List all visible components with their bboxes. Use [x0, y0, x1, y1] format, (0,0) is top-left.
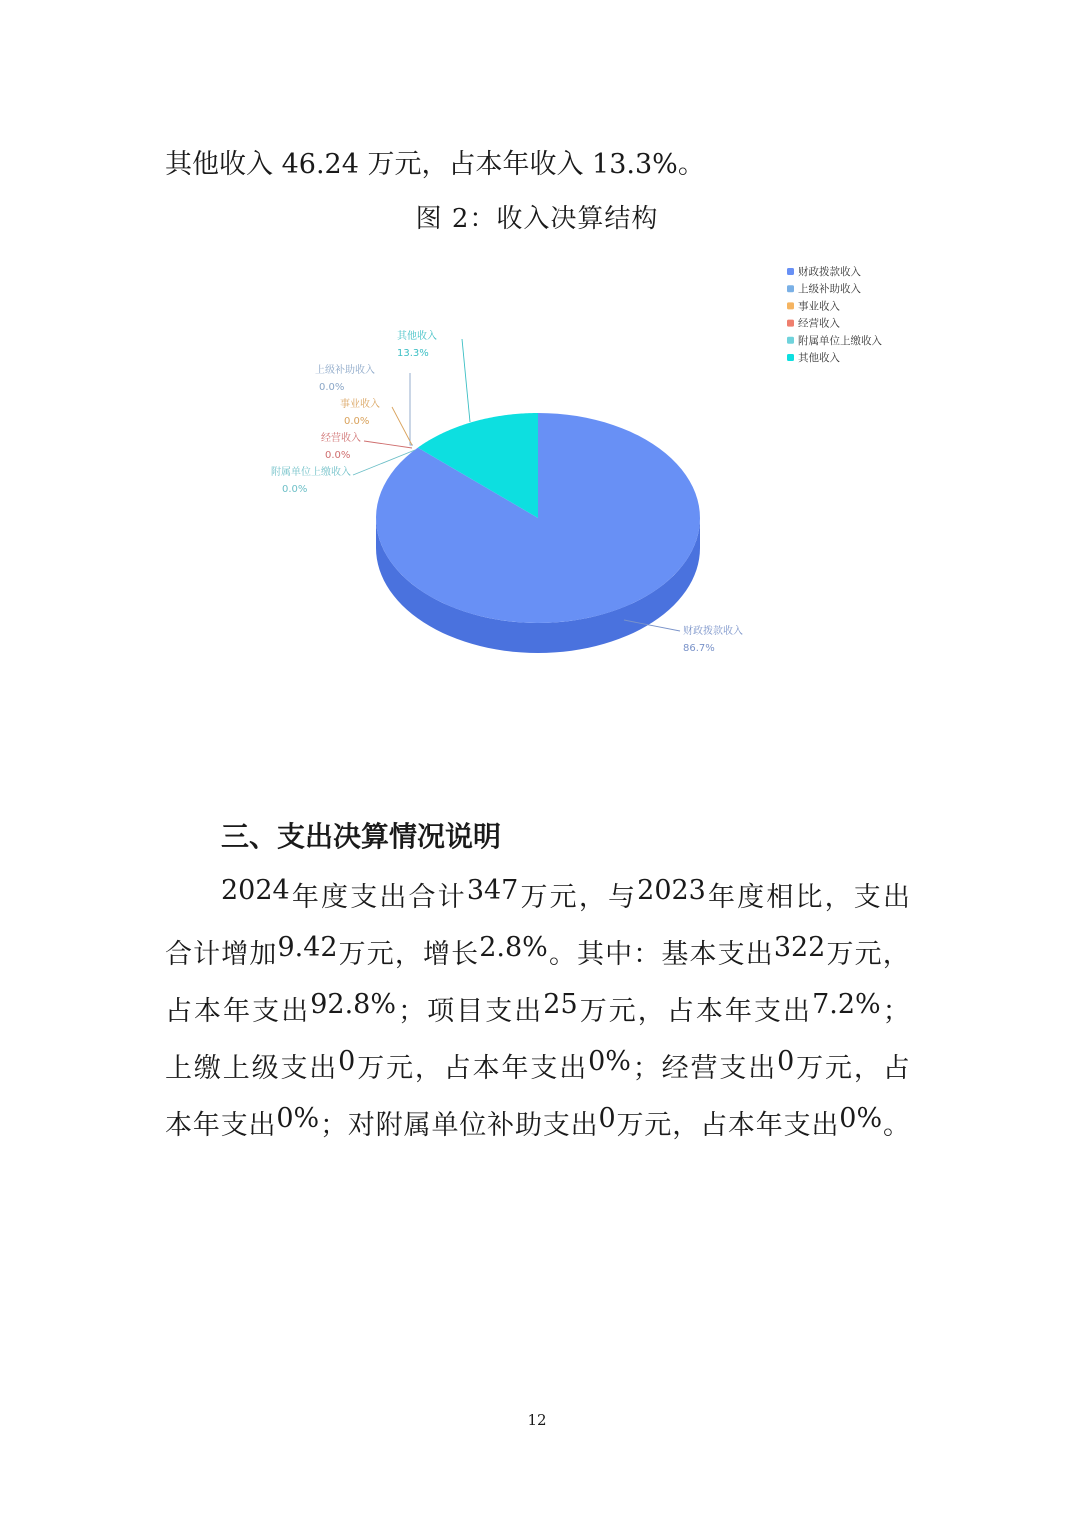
leader-line-1	[410, 373, 413, 445]
income-pie-chart	[240, 255, 900, 685]
paragraph-line: 合 计 增 加 9.42 万 元 ， 增 长 2.8% 。 其 中 ： 基 本 支 出 322 万 元 ，	[165, 932, 910, 970]
legend-label: 财政拨款收入	[798, 266, 861, 278]
leader-line-5	[462, 339, 470, 422]
paragraph-line: 2024 年 度 支 出 合 计 347 万 元 ， 与 2023 年 度 相 比 ， 支 出	[221, 875, 910, 913]
slice-label-name: 经营收入	[321, 433, 361, 444]
legend-swatch	[787, 285, 794, 292]
legend-swatch	[787, 302, 794, 309]
section-heading: 三、支出决算情况说明	[221, 820, 502, 853]
slice-label-value: 0.0%	[282, 484, 308, 495]
legend-swatch	[787, 268, 794, 275]
slice-label-name: 其他收入	[397, 331, 437, 342]
slice-label-value: 0.0%	[344, 416, 370, 427]
legend-label: 附属单位上缴收入	[798, 334, 882, 347]
paragraph-line: 占 本 年 支 出 92.8% ； 项 目 支 出 25 万 元 ， 占 本 年 支 出 7.2% ；	[165, 989, 910, 1027]
slice-label-value: 86.7%	[683, 643, 715, 654]
legend-label: 经营收入	[798, 317, 840, 330]
leader-line-3	[364, 441, 412, 448]
slice-label-name: 附属单位上缴收入	[271, 467, 351, 478]
legend-label: 上级补助收入	[798, 283, 861, 296]
paragraph-line: 上 缴 上 级 支 出 0 万 元 ， 占 本 年 支 出 0% ； 经 营 支 出 0 万 元 ， 占	[165, 1046, 910, 1084]
leader-line-2	[392, 407, 412, 445]
legend-swatch	[787, 354, 794, 361]
legend-swatch	[787, 320, 794, 327]
slice-label-value: 13.3%	[397, 348, 429, 359]
figure-caption: 图 2：收入决算结构	[415, 204, 659, 234]
slice-label-value: 0.0%	[325, 450, 351, 461]
slice-label-name: 上级补助收入	[315, 365, 375, 376]
paragraph-line: 本 年 支 出 0% ； 对 附 属 单 位 补 助 支 出 0 万 元 ， 占 本 年 支 出 0% 。	[165, 1103, 910, 1141]
page-number: 12	[527, 1411, 547, 1429]
legend-label: 事业收入	[798, 300, 840, 313]
legend-label: 其他收入	[798, 352, 840, 364]
slice-label-value: 0.0%	[319, 382, 345, 393]
legend-swatch	[787, 337, 794, 344]
slice-label-name: 财政拨款收入	[683, 626, 743, 637]
slice-label-name: 事业收入	[340, 399, 380, 410]
intro-line: 其他收入 46.24 万元，占本年收入 13.3%。	[165, 149, 705, 180]
